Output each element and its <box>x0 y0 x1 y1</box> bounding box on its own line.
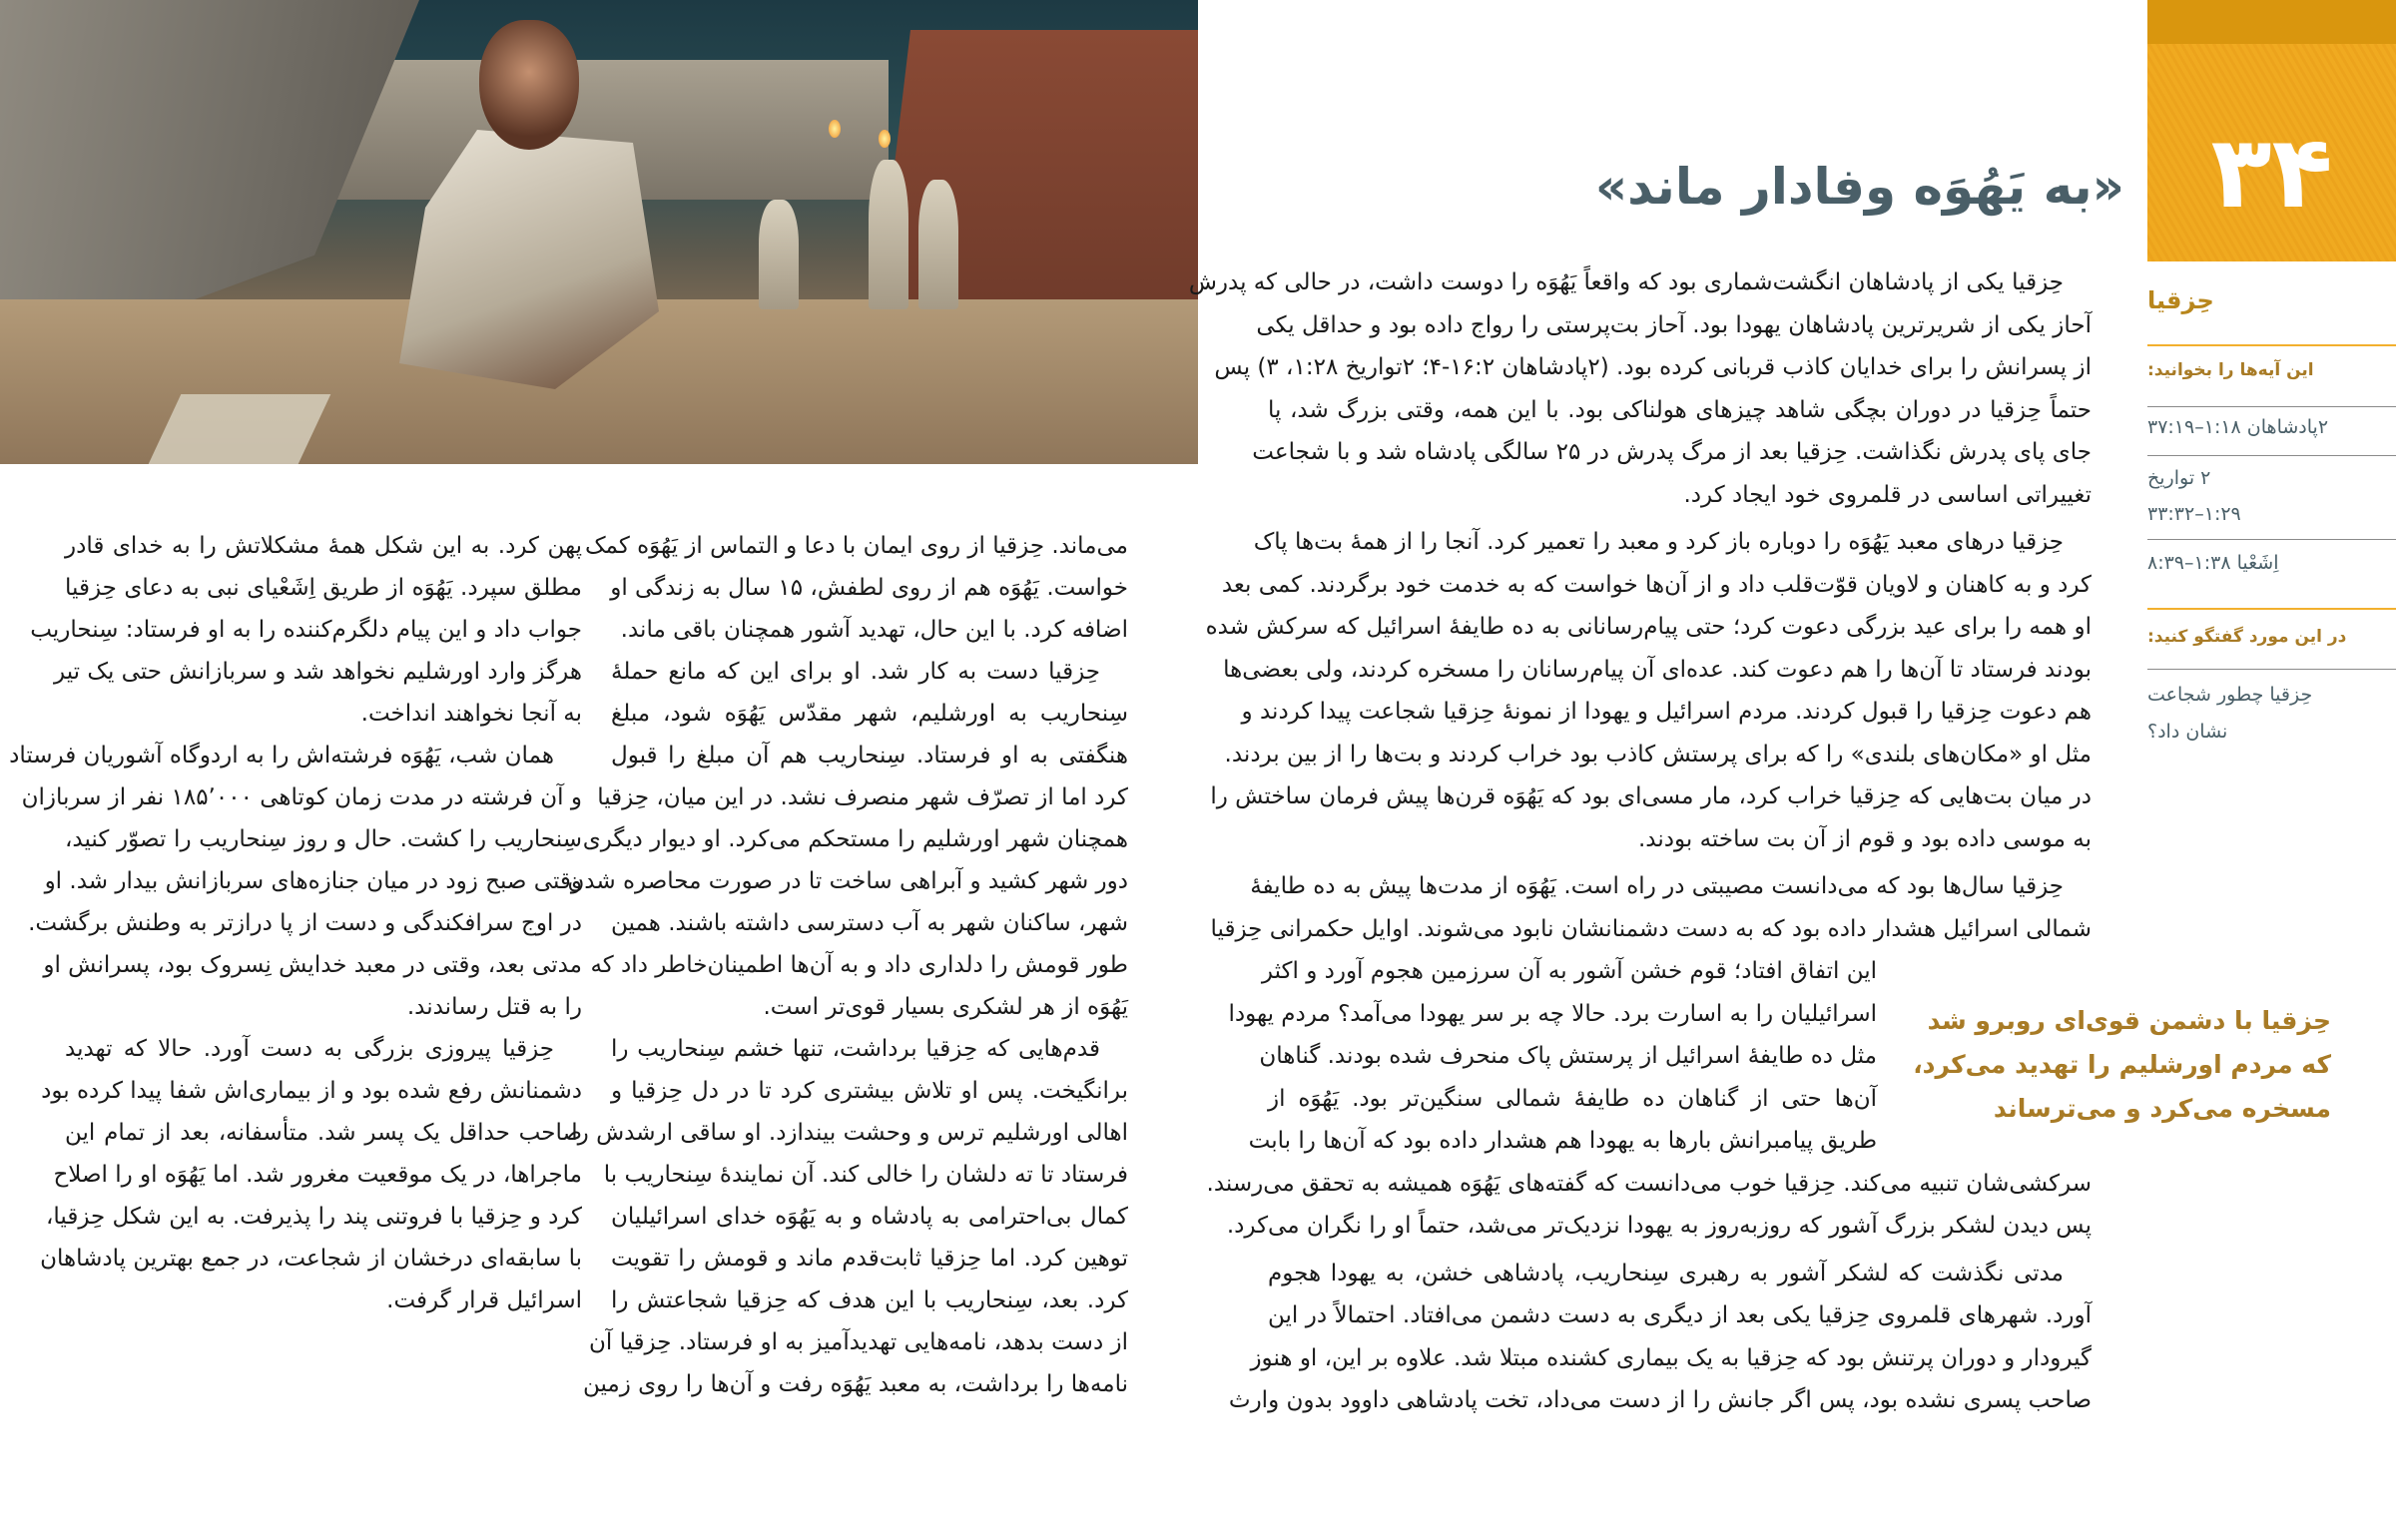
chapter-number-box <box>2147 0 2396 261</box>
left-column-text-line: کرد و حِزقیا با فروتنی پند را پذیرفت. به این شکل حِزقیا، <box>45 1204 582 1230</box>
middle-column-text-line: برانگیخت. پس او تلاش بیشتری کرد تا در دل حِزقیا و <box>611 1078 1128 1104</box>
right-column-text-line: حِزقیا یکی از پادشاهان انگشت‌شماری بود که واقعاً یَهُوَه را دوست داشت، در حالی که پدرش <box>1188 269 2064 295</box>
right-column-text-line: او همه را برای عید بزرگی دعوت کرد؛ حتی پیام‌رسانانی به ده طایفهٔ اسرائیل که سرکش شده <box>1205 614 2092 640</box>
left-column-text-line: وقتی صبح زود در میان جنازه‌های سربازانش بیدار شد. او <box>44 868 582 894</box>
king-head <box>479 20 579 150</box>
discuss-heading: در این مورد گفتگو کنید: <box>2147 627 2347 647</box>
king-robe <box>399 130 659 389</box>
right-column-text-line: بودند فرستاد تا آن‌ها را هم دعوت کند. عده‌ای آن پیام‌رسانان را مسخره کردند، ولی بعضی‌ها <box>1223 657 2092 683</box>
kneeling-king <box>359 20 679 439</box>
left-column-text-line: صاحب حداقل یک پسر شد. متأسفانه، بعد از تمام این <box>65 1120 582 1146</box>
left-column-text-line: به آنجا نخواهند انداخت. <box>360 701 582 727</box>
scripture-reference[interactable]: ۲ تواریخ <box>2147 467 2211 489</box>
divider <box>2147 344 2396 346</box>
right-column-text-line: آورد. شهرهای قلمروی حِزقیا یکی بعد از دیگری به دست دشمن می‌افتاد. احتمالاً در این <box>1268 1302 2092 1328</box>
divider <box>2147 539 2396 540</box>
right-column-text-line: در میان بت‌هایی که حِزقیا خراب کرد، مار مسی‌ای بود که یَهُوَه قرن‌ها پیش فرمان ساختش را <box>1210 783 2092 809</box>
right-column-text-line: مثل ده طایفهٔ اسرائیل از پرستش پاک منحرف شده بودند. گناهان <box>1259 1043 1877 1069</box>
page-title: «به یَهُوَه وفادار ماند» <box>1594 158 2124 216</box>
divider <box>2147 608 2396 610</box>
left-column-text-line: همان شب، یَهُوَه فرشته‌اش را به اردوگاه آشوریان فرستاد <box>9 743 554 769</box>
right-column-text-line: حتماً حِزقیا در دوران بچگی شاهد چیزهای هولناکی بود. با این همه، وقتی بزرگ شد، پا <box>1268 397 2092 423</box>
chapter-number: ۳۴ <box>2210 114 2333 231</box>
middle-column-text-line: هنگفتی به او فرستاد. سِنحاریب هم آن مبلغ را قبول <box>611 743 1128 769</box>
right-column-text-line: تغییراتی اساسی در قلمروی خود ایجاد کرد. <box>1683 482 2092 508</box>
middle-column-text-line: قدم‌هایی که حِزقیا برداشت، تنها خشم سِنحاریب را <box>611 1036 1100 1062</box>
middle-column-text-line: کمال بی‌احترامی به پادشاه و به یَهُوَه خدای اسرائیلیان <box>611 1204 1128 1230</box>
right-column-text-line: مدتی نگذشت که لشکر آشور به رهبری سِنحاریب، پادشاهی خشن، به یهودا هجوم <box>1268 1261 2064 1286</box>
pull-quote: مسخره می‌کرد و می‌ترساند <box>1993 1094 2331 1123</box>
left-column-text-line: با سابقه‌ای درخشان از شجاعت، در جمع بهترین پادشاهان <box>40 1246 582 1272</box>
guards-with-torches <box>699 110 998 309</box>
left-column-text-line: و آن فرشته در مدت زمان کوتاهی ۱۸۵٬۰۰۰ نفر از سربازان <box>21 784 582 810</box>
right-column-text-line: از پسرانش را برای خدایان کاذب قربانی کرده بود. (۲پادشاهان ۱۶:۲-۴؛ ۲تواریخ ۱:۲۸، ۳) پس <box>1214 354 2092 380</box>
right-column-text-line: کرد و به کاهنان و لاویان قوّت‌قلب داد و از آن‌ها خواست که به خدمت خود برگردند. کمی بعد <box>1221 572 2092 598</box>
left-column-text-line: اسرائیل قرار گرفت. <box>386 1287 582 1313</box>
pull-quote: حِزقیا با دشمن قوی‌ای روبرو شد <box>1927 1006 2331 1035</box>
middle-column-text-line: کرد اما از تصرّف شهر منصرف نشد. در این میان، حِزقیا <box>597 784 1128 810</box>
right-column-text-line: حِزقیا درهای معبد یَهُوَه را دوباره باز کرد و معبد را تعمیر کرد. آنجا را از همهٔ بت‌ها پاک <box>1253 529 2064 555</box>
left-column-text-line: حِزقیا پیروزی بزرگی به دست آورد. حالا که تهدید <box>65 1036 554 1062</box>
divider <box>2147 406 2396 407</box>
right-column-text-line: حِزقیا سال‌ها بود که می‌دانست مصیبتی در راه است. یَهُوَه از مدت‌ها پیش به ده طایفهٔ <box>1250 873 2064 899</box>
right-column-text-line: شمالی اسرائیل هشدار داده بود که به دست دشمنانشان نابود می‌شوند. اوایل حکمرانی حِزقیا <box>1210 916 2092 942</box>
middle-column-text-line: می‌ماند. حِزقیا از روی ایمان با دعا و التماس از یَهُوَه کمک <box>584 533 1128 559</box>
left-column-text-line: جواب داد و این پیام دلگرم‌کننده را به او فرستاد: سِنحاریب <box>30 617 582 643</box>
scripture-reference[interactable]: اِشَعْیا ۱:۳۸–۸:۳۹ <box>2147 552 2279 574</box>
left-column-text-line: مدتی بعد، وقتی در معبد خدایش نِسروک بود، پسرانش او <box>43 952 582 978</box>
right-column-text-line: طریق پیامبرانش بارها به یهودا هم هشدار داده بود که آن‌ها را بابت <box>1248 1128 1877 1154</box>
left-column-text-line: دشمنانش رفع شده بود و از بیماری‌اش شفا پیدا کرده بود <box>41 1078 582 1104</box>
discussion-question: نشان داد؟ <box>2147 721 2228 743</box>
pull-quote: که مردم اورشلیم را تهدید می‌کرد، <box>1913 1050 2331 1079</box>
left-column-text-line: سِنحاریب را کشت. حال و روز سِنحاریب را تصوّر کنید، <box>65 826 582 852</box>
middle-column-text-line: یَهُوَه از هر لشکری بسیار قوی‌تر است. <box>763 994 1128 1020</box>
middle-column-text-line: شهر، ساکنان شهر به آب دسترسی داشته باشند. همین <box>611 910 1128 936</box>
middle-column-text-line: از دست بدهد، نامه‌هایی تهدیدآمیز به او فرستاد. حِزقیا آن <box>589 1329 1128 1355</box>
sidebar-person: حِزقیا <box>2147 286 2214 314</box>
left-column-text-line: در اوج سرافکندگی و دست از پا درازتر به وطنش برگشت. <box>28 910 582 936</box>
left-column-text-line: هرگز وارد اورشلیم نخواهد شد و سربازانش حتی یک تیر <box>54 659 582 685</box>
middle-column-text-line: فرستاد تا ته دلشان را خالی کند. آن نمایندهٔ سِنحاریب با <box>603 1162 1128 1188</box>
right-column-text-line: هم دعوت حِزقیا را قبول کردند. مردم اسرائیل و یهودا از نمونهٔ حِزقیا شجاعت پیدا کردند و <box>1241 699 2092 725</box>
middle-column-text-line: نامه‌ها را برداشت، به معبد یَهُوَه رفت و آن‌ها را روی زمین <box>582 1371 1128 1397</box>
left-column-text-line: را به قتل رساندند. <box>406 994 582 1020</box>
right-column-text-line: صاحب پسری نشده بود، پس اگر جانش را از دست می‌داد، تخت پادشاهی داوود بدون وارث <box>1228 1387 2092 1413</box>
right-column-text-line: اسرائیلیان را به اسارت برد. حالا چه بر سر یهودا می‌آمد؟ مردم یهودا <box>1228 1001 1877 1027</box>
right-column-text-line: به موسی داده بود و قوم از آن بت ساخته بودند. <box>1637 826 2092 852</box>
middle-column-text-line: طور قومش را دلداری داد و به آن‌ها اطمینان‌خاطر داد که <box>590 952 1128 978</box>
right-column-text-line: مثل او «مکان‌های بلندی» را که برای پرستش کاذب بود خراب کردند و بت‌ها را از بین بردند. <box>1224 742 2092 768</box>
right-column-text-line: این اتفاق افتاد؛ قوم خشن آشور به آن سرزمین هجوم آورد و اکثر <box>1261 958 1877 984</box>
scripture-reference[interactable]: ۱:۲۹–۳۳:۳۲ <box>2147 503 2241 525</box>
right-column-text-line: پس دیدن لشکر بزرگ آشور که روزبه‌روز به یهودا نزدیک‌تر می‌شد، حتماً او را نگران می‌کرد. <box>1226 1213 2092 1239</box>
right-column-text-line: آن‌ها حتی از گناهان ده طایفهٔ شمالی سنگین‌تر بود. یَهُوَه از <box>1268 1086 1877 1112</box>
discussion-question: حِزقیا چطور شجاعت <box>2147 684 2313 706</box>
read-heading: این آیه‌ها را بخوانید: <box>2147 360 2314 380</box>
middle-column-text-line: توهین کرد. اما حِزقیا ثابت‌قدم ماند و قومش را تقویت <box>611 1246 1128 1272</box>
middle-column-text-line: حِزقیا دست به کار شد. او برای این که مانع حملهٔ <box>611 659 1100 685</box>
middle-column-text-line: همچنان شهر اورشلیم را مستحکم می‌کرد. او دیوار دیگری <box>582 826 1128 852</box>
divider <box>2147 455 2396 456</box>
middle-column-text-line: اهالی اورشلیم ترس و وحشت بیندازد. او ساقی ارشدش را <box>571 1120 1128 1146</box>
left-column-text-line: مطلق سپرد. یَهُوَه از طریق اِشَعْیای نبی به دعای حِزقیا <box>65 575 582 601</box>
scripture-reference[interactable]: ۲پادشاهان ۱:۱۸–۳۷:۱۹ <box>2147 416 2329 438</box>
middle-column-text-line: خواست. یَهُوَه هم از روی لطفش، ۱۵ سال به زندگی او <box>610 575 1128 601</box>
middle-column-text-line: سِنحاریب به اورشلیم، شهر مقدّس یَهُوَه شود، مبلغ <box>611 701 1128 727</box>
divider <box>2147 669 2396 670</box>
middle-column-text-line: کرد. بعد، سِنحاریب با این هدف که حِزقیا شجاعتش را <box>611 1287 1128 1313</box>
right-column-text-line: گیرودار و دوران پرتنش بود که حِزقیا به یک بیماری کشنده مبتلا شد. علاوه بر این، او هنوز <box>1250 1345 2092 1371</box>
left-column-text-line: پهن کرد. به این شکل همهٔ مشکلاتش را به خدای قادر <box>65 533 582 559</box>
right-column-text-line: جای پای پدرش نگذاشت. حِزقیا بعد از مرگ پدرش در ۲۵ سالگی پادشاه شد و با شجاعت <box>1252 439 2092 465</box>
right-column-text-line: آحاز یکی از شریرترین پادشاهان یهودا بود. آحاز بت‌پرستی را رواج داده بود و حداقل یکی <box>1256 312 2092 338</box>
left-column-text-line: ماجراها، در یک موقعیت مغرور شد. اما یَهُوَه او را اصلاح <box>53 1162 582 1188</box>
illustration-hezekiah-praying <box>0 0 1198 464</box>
middle-column-text-line: اضافه کرد. با این حال، تهدید آشور همچنان باقی ماند. <box>620 617 1128 643</box>
right-column-text-line: سرکشی‌شان تنبیه می‌کند. حِزقیا خوب می‌دانست که گفته‌های یَهُوَه همیشه به تحقق می‌رسند. <box>1206 1171 2092 1197</box>
middle-column-text-line: دور شهر کشید و آبراهی ساخت تا در صورت محاصره شدن <box>567 868 1128 894</box>
